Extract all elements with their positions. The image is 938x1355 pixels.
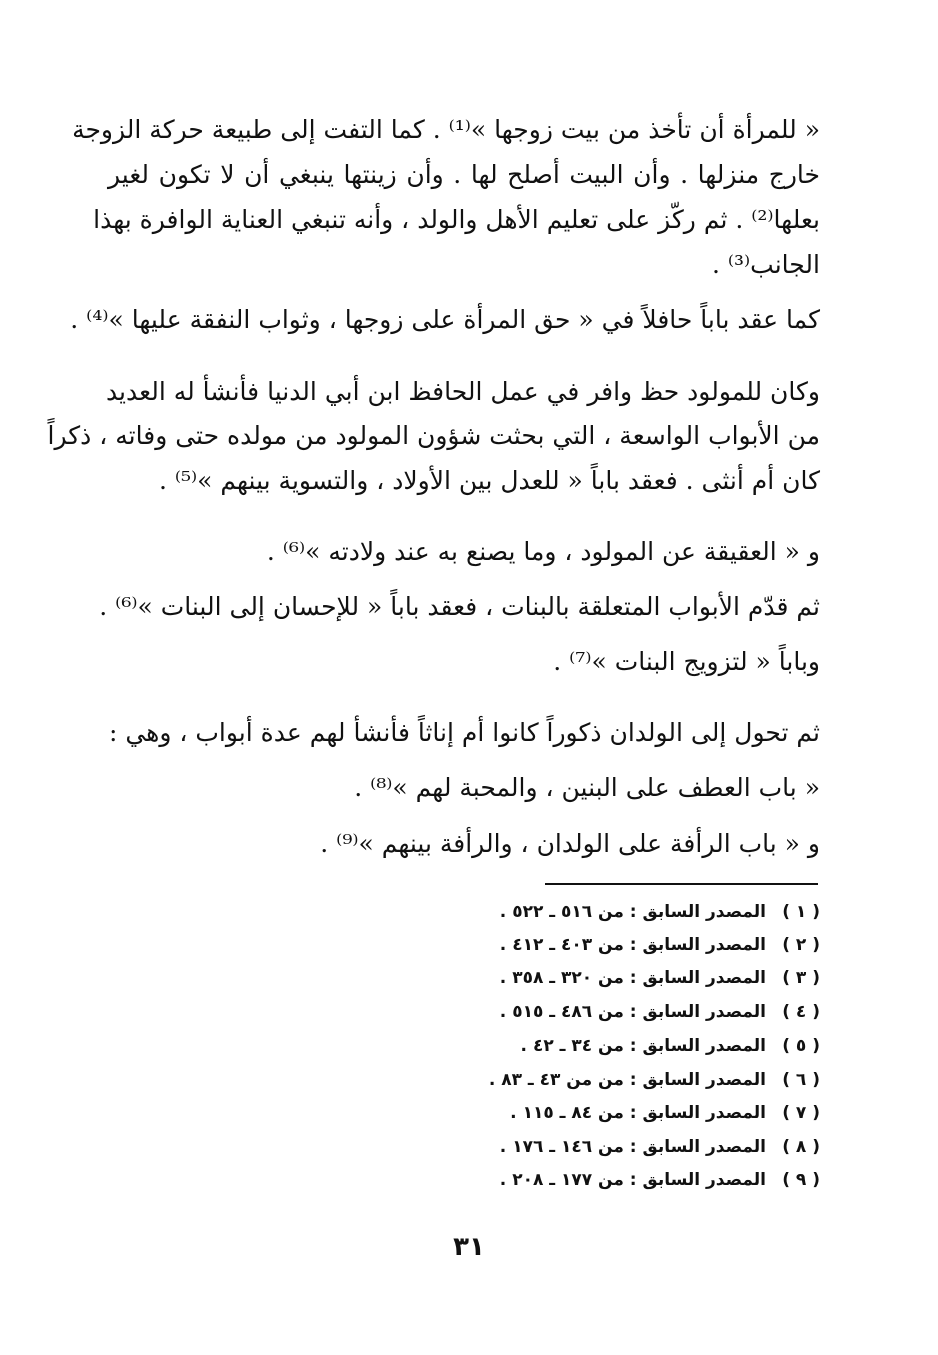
- footnote-item: [500, 1130, 820, 1164]
- paragraph-4-line-1: و « العقيقة عن المولود ، وما يصنع به عند ولادته »⁽⁶⁾ .: [266, 537, 820, 566]
- footnote-item: [500, 928, 820, 962]
- footnote-number: ( ٣ ): [782, 968, 820, 988]
- paragraph-1-line-1: « للمرأة أن تأخذ من بيت زوجها »⁽¹⁾ . كما التفت إلى طبيعة حركة الزوجة: [72, 115, 820, 144]
- footnote-text: المصدر السابق : من ٨٤ ـ ١١٥ .: [510, 1103, 766, 1123]
- footnote-number: ( ٩ ): [782, 1170, 820, 1190]
- footnote-number: ( ٧ ): [782, 1103, 820, 1123]
- footnote-item: [500, 995, 820, 1029]
- footnote-item: [489, 1063, 820, 1097]
- footnote-item: [510, 1096, 820, 1130]
- footnote-item: [521, 1029, 820, 1063]
- footnote-text: المصدر السابق : من ٥١٦ ـ ٥٢٢ .: [499, 902, 766, 922]
- page-number: ٣١: [453, 1232, 485, 1262]
- footnote-text: المصدر السابق : من ٣٢٠ ـ ٣٥٨ .: [499, 968, 766, 988]
- paragraph-3-line-3: كان أم أنثى . فعقد باباً « للعدل بين الأولاد ، والتسوية بينهم »⁽⁵⁾ .: [158, 466, 820, 495]
- paragraph-3-line-1: وكان للمولود حظ وافر في عمل الحافظ ابن أبي الدنيا فأنشأ له العديد: [105, 377, 820, 406]
- paragraph-8-line-1: « باب العطف على البنين ، والمحبة لهم »⁽⁸⁾ .: [354, 773, 820, 802]
- footnote-number: ( ٥ ): [782, 1036, 820, 1056]
- footnote-text: المصدر السابق : من ٤٨٦ ـ ٥١٥ .: [499, 1002, 766, 1022]
- footnote-item: [500, 895, 820, 929]
- paragraph-3-line-2: من الأبواب الواسعة ، التي بحثت شؤون المولود من مولده حتى وفاته ، ذكراً: [47, 421, 820, 450]
- footnote-number: ( ٤ ): [782, 1002, 820, 1022]
- footnote-text: المصدر السابق : من ٤٠٣ ـ ٤١٢ .: [499, 935, 766, 955]
- paragraph-1-line-4: الجانب⁽³⁾ .: [711, 250, 820, 279]
- footnote-number: ( ٦ ): [782, 1070, 820, 1090]
- paragraph-1-line-2: خارج منزلها . وأن البيت أصلح لها . وأن زينتها ينبغي أن لا تكون لغير: [108, 160, 820, 189]
- footnote-number: ( ٢ ): [782, 935, 820, 955]
- paragraph-5-line-1: ثم قدّم الأبواب المتعلقة بالبنات ، فعقد باباً « للإحسان إلى البنات »⁽⁶⁾ .: [99, 592, 820, 621]
- paragraph-6-line-1: وباباً « لتزويج البنات »⁽⁷⁾ .: [553, 647, 820, 676]
- paragraph-9-line-1: و « باب الرأفة على الولدان ، والرأفة بينهم »⁽⁹⁾ .: [320, 829, 820, 858]
- footnote-text: المصدر السابق : من ٣٤ ـ ٤٢ .: [520, 1036, 766, 1056]
- footnote-number: ( ١ ): [782, 902, 820, 922]
- footnote-separator: [545, 883, 818, 885]
- footnote-text: المصدر السابق : من ١٤٦ ـ ١٧٦ .: [499, 1137, 766, 1157]
- footnote-text: المصدر السابق : من ١٧٧ ـ ٢٠٨ .: [499, 1170, 766, 1190]
- paragraph-1-line-3: بعلها⁽²⁾ . ثم ركّز على تعليم الأهل والولد ، وأنه تنبغي العناية الوافرة بهذا: [93, 205, 820, 234]
- paragraph-7-line-1: ثم تحول إلى الولدان ذكوراً كانوا أم إناثاً فأنشأ لهم عدة أبواب ، وهي :: [108, 718, 820, 747]
- footnote-text: المصدر السابق : من من ٤٣ ـ ٨٣ .: [488, 1070, 766, 1090]
- footnote-item: [500, 961, 820, 995]
- footnote-item: [500, 1163, 820, 1197]
- paragraph-2-line-1: كما عقد باباً حافلاً في « حق المرأة على زوجها ، وثواب النفقة عليها »⁽⁴⁾ .: [70, 305, 820, 334]
- footnote-number: ( ٨ ): [782, 1137, 820, 1157]
